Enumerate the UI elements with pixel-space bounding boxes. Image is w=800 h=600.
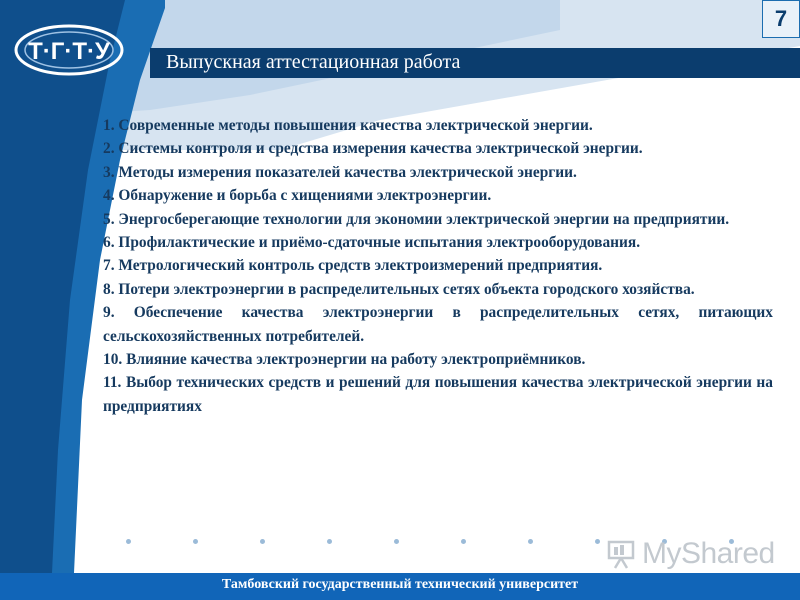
list-item: 8. Потери электроэнергии в распределительных сетях объекта городского хозяйства. <box>103 280 695 298</box>
list-item: 4. Обнаружение и борьба с хищениями электроэнергии. <box>103 187 492 205</box>
slide-number: 7 <box>762 0 800 38</box>
list-item: 9. Обеспечение качества электроэнергии в распределительных сетях, питающих сельскохозяйственных потребителей. <box>103 304 773 345</box>
watermark-text: MyShared <box>642 537 775 570</box>
list-item: 2. Системы контроля и средства измерения качества электрической энергии. <box>103 140 643 158</box>
list-item: 3. Методы измерения показателей качества электрической энергии. <box>103 163 577 181</box>
list-item: 1. Современные методы повышения качества электрической энергии. <box>103 117 593 134</box>
logo-text: Т·Г·Т·У <box>28 38 110 65</box>
title-bar <box>150 48 800 78</box>
presentation-board-icon <box>606 539 636 569</box>
list-item: 10. Влияние качества электроэнергии на работу электроприёмников. <box>103 351 586 369</box>
list-item: 6. Профилактические и приёмо-сдаточные испытания электрооборудования. <box>103 234 641 252</box>
footer-text: Тамбовский государственный технический университет <box>221 577 579 592</box>
footer-bar <box>0 573 800 600</box>
page-title: Выпускная аттестационная работа <box>166 51 461 73</box>
topic-list <box>103 114 773 418</box>
list-item: 7. Метрологический контроль средств электроизмерений предприятия. <box>103 257 603 275</box>
list-item: 11. Выбор технических средств и решений для повышения качества электрической энергии на предприятиях <box>103 374 773 415</box>
list-item: 5. Энергосберегающие технологии для экономии электрической энергии на предприятии. <box>103 210 730 228</box>
watermark <box>606 537 775 571</box>
university-logo <box>14 22 124 78</box>
